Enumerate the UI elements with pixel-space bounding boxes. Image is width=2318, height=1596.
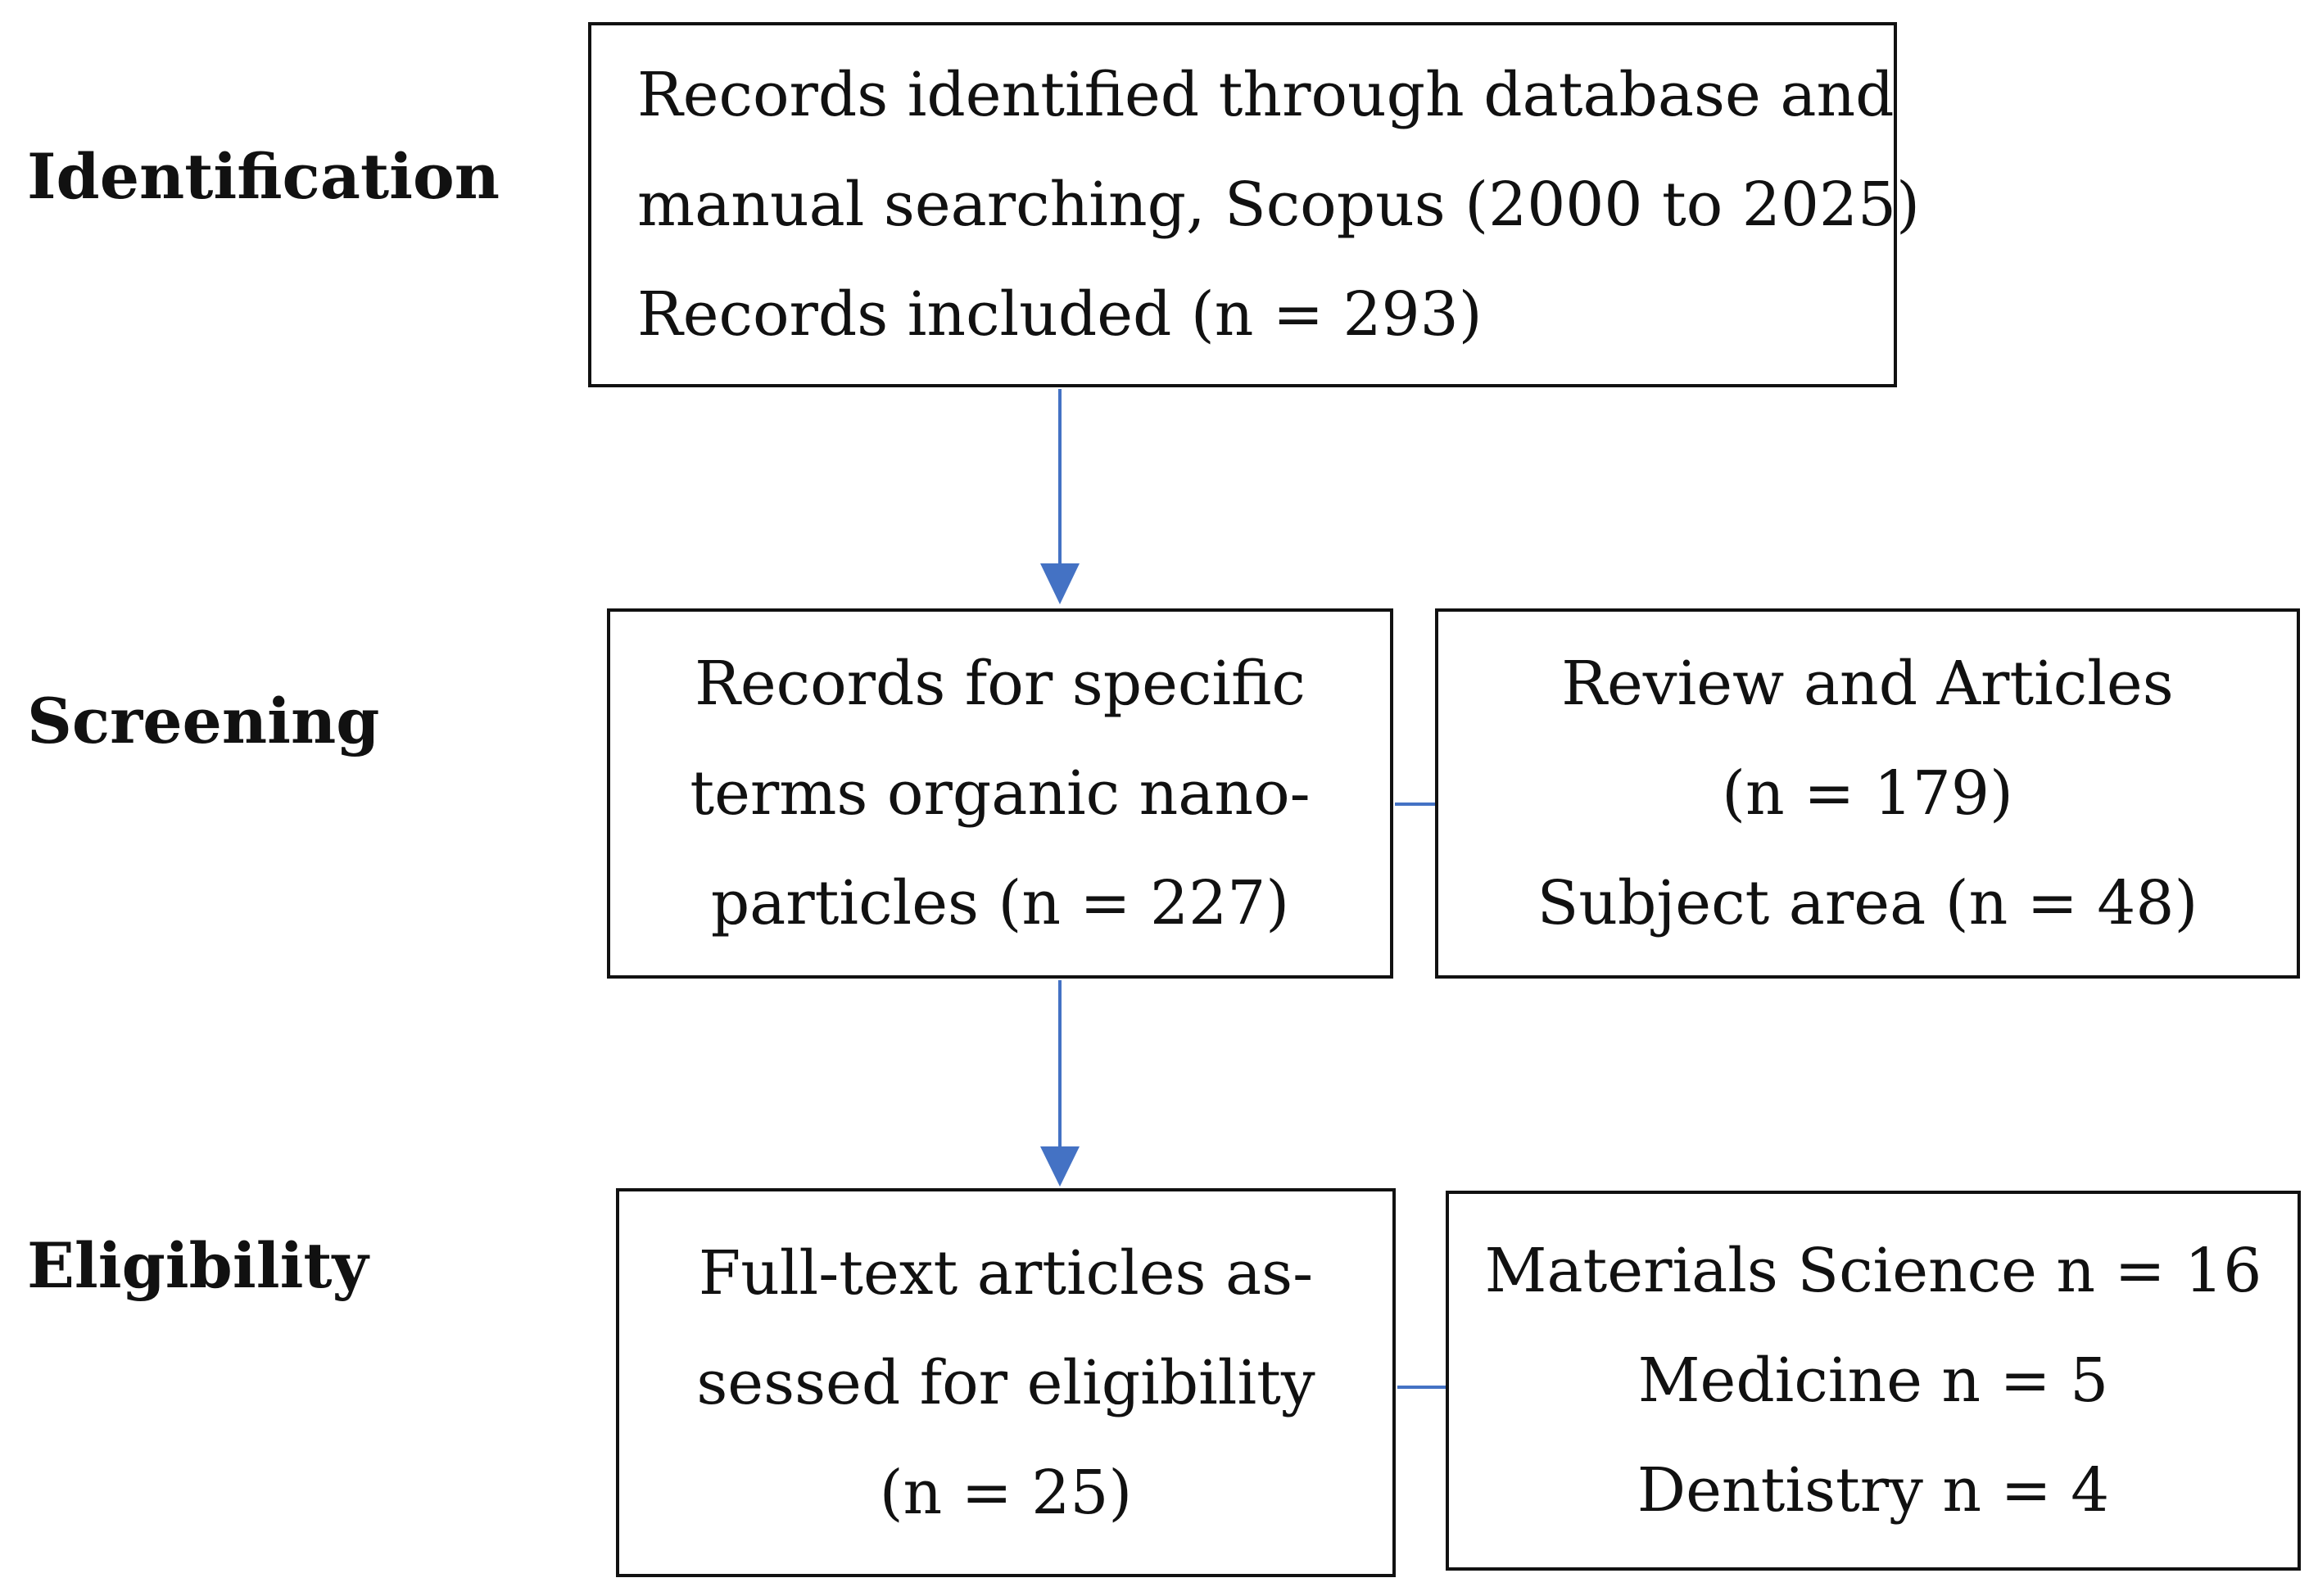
screening-main-line-3: particles (n = 227) (710, 868, 1290, 938)
identification-line-2: manual searching, Scopus (2000 to 2025) (637, 170, 1920, 240)
eligibility-main-line-2: sessed for eligibility (696, 1347, 1315, 1418)
stage-label-eligibility: Eligibility (27, 1229, 369, 1302)
eligibility-side-line-1: Materials Science n = 16 (1484, 1236, 2262, 1306)
arrowhead-screening-to-eligibility (1040, 1146, 1080, 1187)
screening-side-box (1435, 608, 2300, 979)
eligibility-side-line-2: Medicine n = 5 (1637, 1345, 2109, 1416)
screening-main-box (607, 608, 1393, 979)
screening-side-line-3: Subject area (n = 48) (1537, 868, 2198, 938)
identification-line-3: Records included (n = 293) (637, 279, 1483, 350)
screening-side-line-2: (n = 179) (1722, 758, 2013, 829)
stage-label-identification: Identification (27, 140, 500, 213)
eligibility-side-box (1446, 1191, 2301, 1571)
screening-main-line-1: Records for specific (695, 649, 1306, 719)
identification-line-1: Records identified through database and (637, 60, 1895, 130)
stage-label-screening: Screening (27, 685, 380, 757)
eligibility-side-line-3: Dentistry n = 4 (1637, 1455, 2110, 1526)
eligibility-main-line-3: (n = 25) (879, 1457, 1133, 1528)
screening-main-line-2: terms organic nano- (690, 758, 1311, 829)
eligibility-main-box (616, 1188, 1396, 1577)
screening-side-line-1: Review and Articles (1561, 649, 2174, 719)
arrowhead-identification-to-screening (1040, 563, 1080, 604)
eligibility-main-line-1: Full-text articles as- (698, 1237, 1314, 1309)
identification-box (588, 22, 1920, 387)
